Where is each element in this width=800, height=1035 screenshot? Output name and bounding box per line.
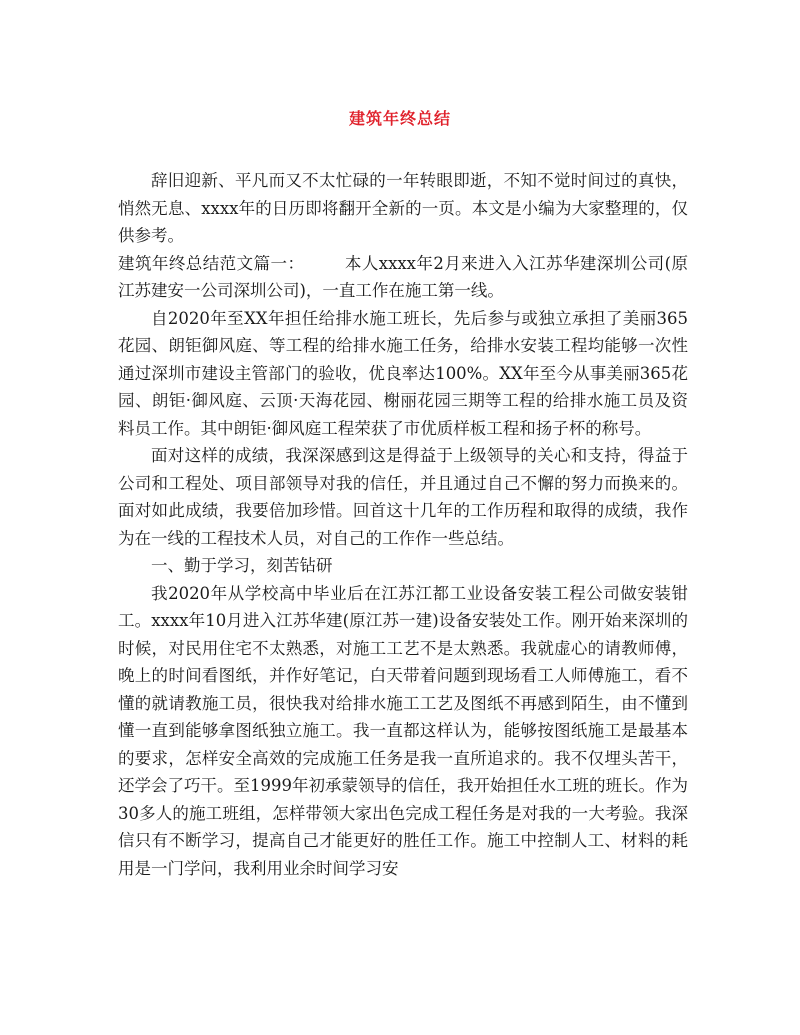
intro-paragraph: 辞旧迎新、平凡而又不太忙碌的一年转眼即逝，不知不觉时间过的真快，悄然无息、xxxx年的日历即将翻开全新的一页。本文是小编为大家整理的，仅供参考。 [118,171,688,245]
sample-label: 建筑年终总结范文篇一： [118,253,305,273]
section-heading-1: 一、勤于学习，刻苦钻研 [151,556,333,575]
sample-text: 本人xxxx年2月来进入入江苏华建深圳公司(原江苏建安一公司深圳公司)，一直工作在施工第一线。 [118,253,689,300]
body-paragraph-3: 面对这样的成绩，我深深感到这是得益于上级领导的关心和支持，得益于公司和工程处、项目部领导对我的信任，并且通过自己不懈的努力而换来的。面对如此成绩，我要倍加珍惜。回首这十几年的工作历程和取得的成绩，我作为在一线的工程技术人员，对自己的工作作一些总结。 [118,446,688,548]
document-body [118,167,688,882]
sample-paragraph [118,250,688,305]
body-paragraph-2: 自2020年至XX年担任给排水施工班长，先后参与或独立承担了美丽365花园、朗钜御风庭、等工程的给排水施工任务，给排水安装工程均能够一次性通过深圳市建设主管部门的验收，优良率达100%。XX年至今从事美丽365花园、朗钜·御风庭、云顶·天海花园、榭丽花园三期等工程的给排水施工员及资料员工作。其中朗钜·御风庭工程荣获了市优质样板工程和扬子杯的称号。 [118,308,688,438]
body-paragraph-4: 我2020年从学校高中毕业后在江苏江都工业设备安装工程公司做安装钳工。xxxx年10月进入江苏华建(原江苏一建)设备安装处工作。刚开始来深圳的时候，对民用住宅不太熟悉，对施工工艺不是太熟悉。我就虚心的请教师傅，晚上的时间看图纸，并作好笔记，白天带着问题到现场看工人师傅施工，看不懂的就请教施工员，很快我对给排水施工工艺及图纸不再感到陌生，由不懂到懂一直到能够拿图纸独立施工。我一直都这样认为，能够按图纸施工是最基本的要求，怎样安全高效的完成施工任务是我一直所追求的。我不仅埋头苦干，还学会了巧干。至1999年初承蒙领导的信任，我开始担任水工班的班长。作为30多人的施工班组，怎样带领大家出色完成工程任务是对我的一大考验。我深信只有不断学习，提高自己才能更好的胜任工作。施工中控制人工、材料的耗用是一门学问，我利用业余时间学习安 [118,583,688,878]
document-title: 建筑年终总结 [348,109,451,128]
